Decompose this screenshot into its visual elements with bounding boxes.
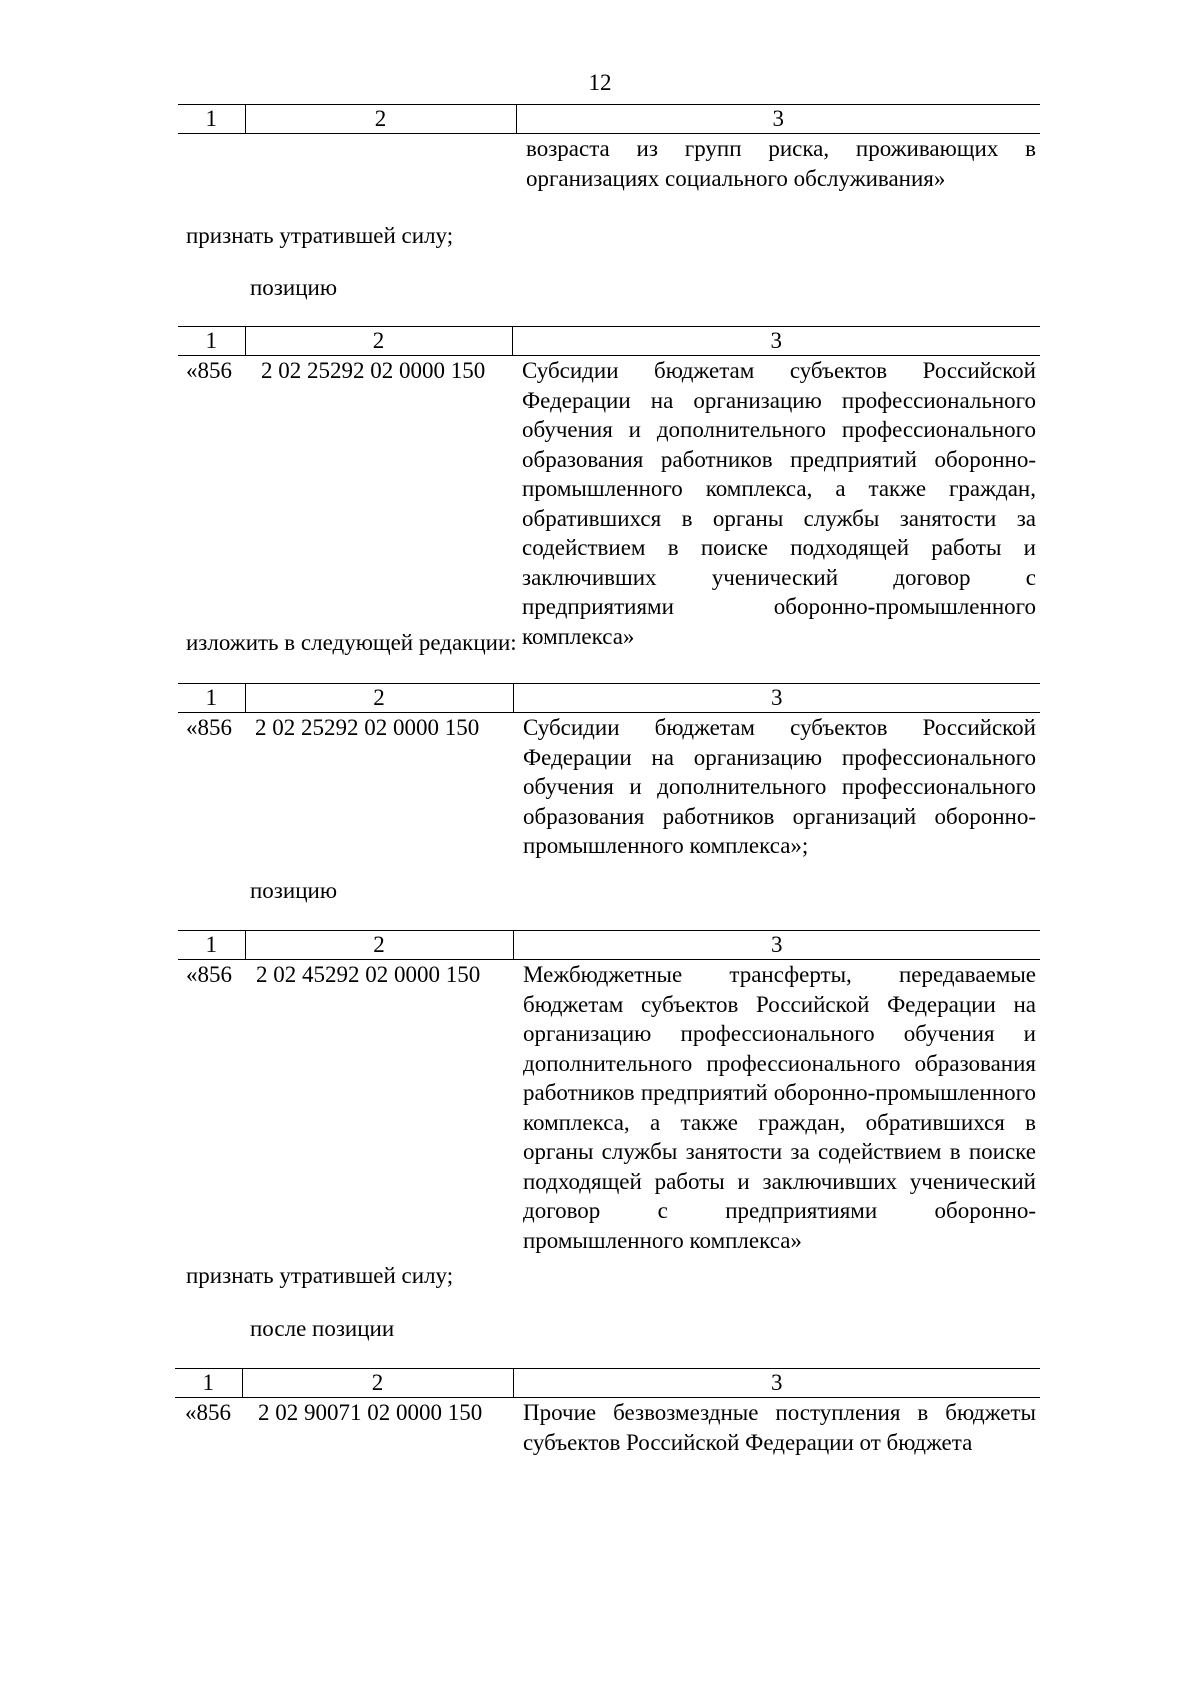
header-col1: 1 bbox=[175, 1369, 242, 1398]
row-code-income bbox=[245, 134, 516, 194]
instruction-new-edition: изложить в следующей редакции: bbox=[186, 630, 517, 655]
instruction-repeal: признать утратившей силу; bbox=[186, 223, 454, 248]
table-position-new bbox=[178, 683, 1040, 861]
instruction-repeal: признать утратившей силу; bbox=[186, 1263, 454, 1288]
instruction-position: позицию bbox=[250, 275, 338, 300]
header-col1: 1 bbox=[178, 684, 245, 713]
table-position-old bbox=[178, 326, 1040, 651]
header-col1: 1 bbox=[178, 105, 245, 134]
header-col3: 3 bbox=[512, 327, 1040, 356]
table-header-row bbox=[175, 1369, 1040, 1398]
row-description: Прочие безвозмездные поступления в бюджеты субъектов Российской Федерации от бюджета bbox=[523, 1400, 1036, 1455]
row-code-income: 2 02 25292 02 0000 150 bbox=[255, 715, 480, 740]
page-number: 12 bbox=[588, 70, 612, 95]
row-description: Субсидии бюджетам субъектов Российской Федерации на организацию профессионального обучения и дополнительного профессионального образования работников предприятий оборонно-промышленного комплекса, а также граждан, обратившихся в органы службы занятости за содействием в поиске подходящей работы и заключивших ученический договор с предприятиями оборонно-промышленного комплекса» bbox=[522, 358, 1036, 649]
table-continuation bbox=[178, 104, 1040, 193]
instruction-position: позицию bbox=[250, 878, 338, 903]
table-header-row bbox=[178, 684, 1040, 713]
header-col3: 3 bbox=[513, 931, 1040, 960]
row-description: возраста из групп риска, проживающих в организациях социального обслуживания» bbox=[526, 136, 1036, 191]
header-col3: 3 bbox=[516, 105, 1040, 134]
table-header-row bbox=[178, 931, 1040, 960]
table-header-row bbox=[178, 105, 1040, 134]
row-code-admin: «856 bbox=[186, 715, 232, 740]
table-row bbox=[178, 134, 1040, 194]
row-code-admin: «856 bbox=[186, 358, 232, 383]
table-position-transfers bbox=[178, 930, 1040, 1255]
row-code-income: 2 02 25292 02 0000 150 bbox=[261, 358, 486, 383]
instruction-after-position: после позиции bbox=[250, 1316, 395, 1341]
table-header-row bbox=[178, 327, 1040, 356]
table-row bbox=[178, 960, 1040, 1256]
row-code-income: 2 02 45292 02 0000 150 bbox=[256, 962, 481, 987]
row-description: Субсидии бюджетам субъектов Российской Федерации на организацию профессионального обучения и дополнительного профессионального образования работников организаций оборонно-промышленного комплекса»; bbox=[523, 715, 1036, 858]
row-code-admin: «856 bbox=[185, 1400, 231, 1425]
header-col2: 2 bbox=[245, 931, 513, 960]
header-col2: 2 bbox=[242, 1369, 513, 1398]
header-col3: 3 bbox=[513, 684, 1040, 713]
row-code-income: 2 02 90071 02 0000 150 bbox=[258, 1400, 483, 1425]
row-description: Межбюджетные трансферты, передаваемые бюджетам субъектов Российской Федерации на организацию профессионального обучения и дополнительного профессионального образования работников предприятий оборонно-промышленного комплекса, а также граждан, обратившихся в органы службы занятости за содействием в поиске подходящей работы и заключивших ученический договор с предприятиями оборонно-промышленного комплекса» bbox=[523, 962, 1036, 1253]
header-col3: 3 bbox=[513, 1369, 1040, 1398]
table-row bbox=[178, 356, 1040, 652]
row-code-admin: «856 bbox=[186, 962, 232, 987]
header-col1: 1 bbox=[178, 931, 245, 960]
header-col2: 2 bbox=[245, 105, 516, 134]
table-row bbox=[178, 713, 1040, 861]
header-col1: 1 bbox=[178, 327, 245, 356]
row-code-admin bbox=[178, 134, 245, 194]
header-col2: 2 bbox=[245, 684, 513, 713]
table-position-other bbox=[175, 1368, 1040, 1457]
table-row bbox=[175, 1398, 1040, 1458]
header-col2: 2 bbox=[245, 327, 512, 356]
